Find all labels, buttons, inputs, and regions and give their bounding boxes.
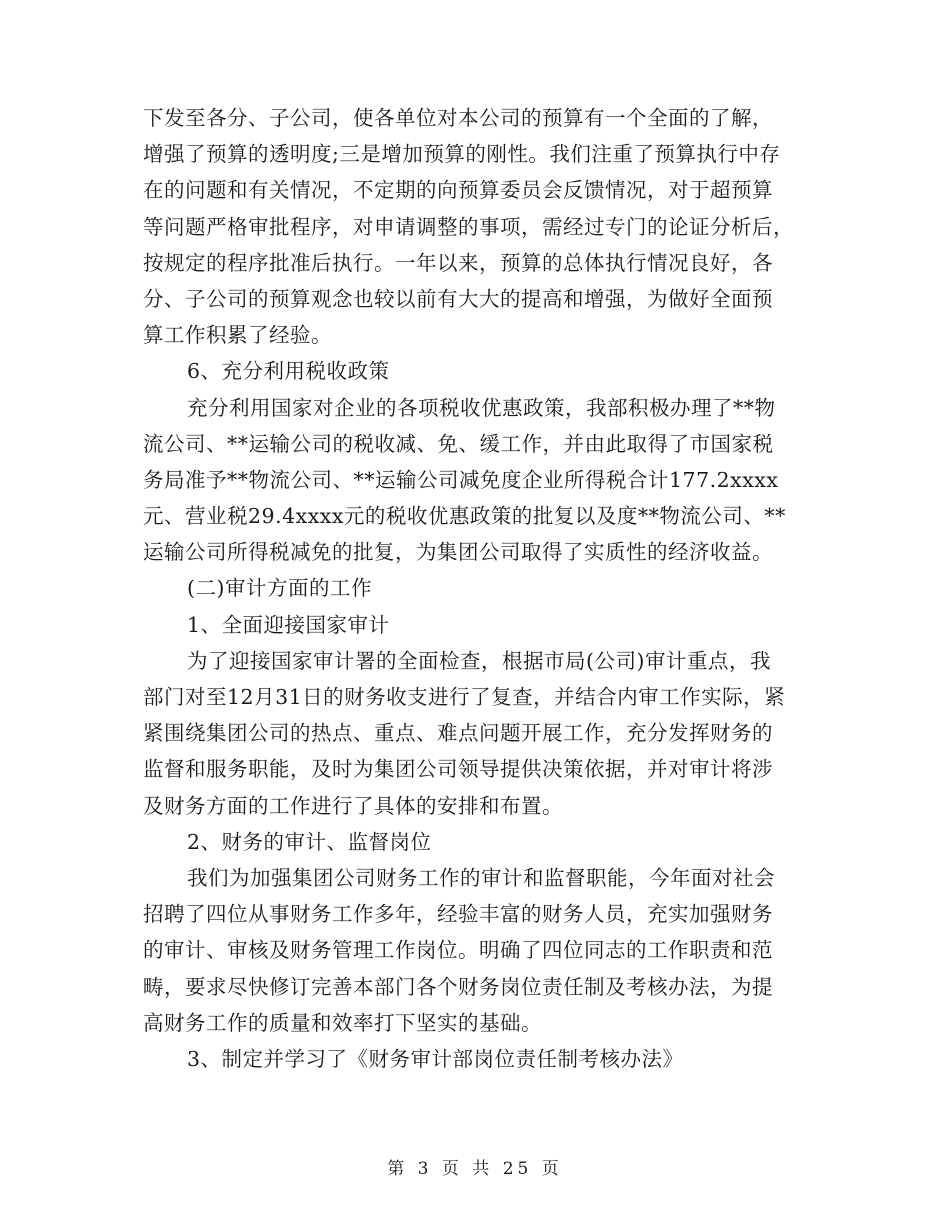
document-body [143, 100, 807, 1077]
text-line: 下发至各分、子公司，使各单位对本公司的预算有一个全面的了解， [143, 106, 773, 130]
text-line: 流公司、**运输公司的税收减、免、缓工作，并由此取得了市国家税 [143, 431, 774, 456]
text-line: 紧围绕集团公司的热点、重点、难点问题开展工作，充分发挥财务的 [143, 721, 773, 746]
text-line: 监督和服务职能，及时为集团公司领导提供决策依据，并对审计将涉 [143, 757, 773, 782]
section-heading: 3、制定并学习了《财务审计部岗位责任制考核办法》 [187, 1046, 684, 1071]
text-line: 部门对至12月31日的财务收支进行了复查，并结合内审工作实际，紧 [143, 685, 786, 709]
text-line: 等问题严格审批程序，对申请调整的事项，需经过专门的论证分析后， [143, 214, 794, 239]
text-line: 增强了预算的透明度;三是增加预算的刚性。我们注重了预算执行中存 [143, 142, 781, 167]
text-line: 在的问题和有关情况，不定期的向预算委员会反馈情况，对于超预算 [143, 178, 773, 203]
text-line: 分、子公司的预算观念也较以前有大大的提高和增强，为做好全面预 [143, 286, 773, 311]
text-line: 运输公司所得税减免的批复，为集团公司取得了实质性的经济收益。 [143, 540, 773, 565]
text-line: 及财务方面的工作进行了具体的安排和布置。 [143, 793, 563, 818]
text-line: 畴，要求尽快修订完善本部门各个财务岗位责任制及考核办法，为提 [143, 974, 773, 999]
section-heading: 2、财务的审计、监督岗位 [187, 829, 432, 854]
text-line: 元、营业税29.4xxxx元的税收优惠政策的批复以及度**物流公司、** [143, 504, 786, 529]
paragraph-first-line: 为了迎接国家审计署的全面检查，根据市局(公司)审计重点，我 [187, 648, 771, 673]
text-line: 算工作积累了经验。 [143, 323, 332, 348]
paragraph-first-line: 我们为加强集团公司财务工作的审计和监督职能，今年面对社会 [187, 865, 775, 890]
text-line: 按规定的程序批准后执行。一年以来，预算的总体执行情况良好，各 [143, 250, 773, 275]
text-line: 高财务工作的质量和效率打下坚实的基础。 [143, 1010, 542, 1035]
section-heading: 6、充分利用税收政策 [187, 359, 390, 384]
section-heading: 1、全面迎接国家审计 [187, 612, 390, 637]
paragraph-first-line: 充分利用国家对企业的各项税收优惠政策，我部积极办理了**物 [187, 395, 776, 420]
page-number-footer: 第 3 页 共 25 页 [387, 1159, 563, 1179]
text-line: 招聘了四位从事财务工作多年，经验丰富的财务人员，充实加强财务 [143, 902, 773, 927]
section-heading: (二)审计方面的工作 [187, 576, 372, 601]
text-line: 务局准予**物流公司、**运输公司减免度企业所得税合计177.2xxxx [143, 467, 779, 492]
text-line: 的审计、审核及财务管理工作岗位。明确了四位同志的工作职责和范 [143, 938, 773, 963]
